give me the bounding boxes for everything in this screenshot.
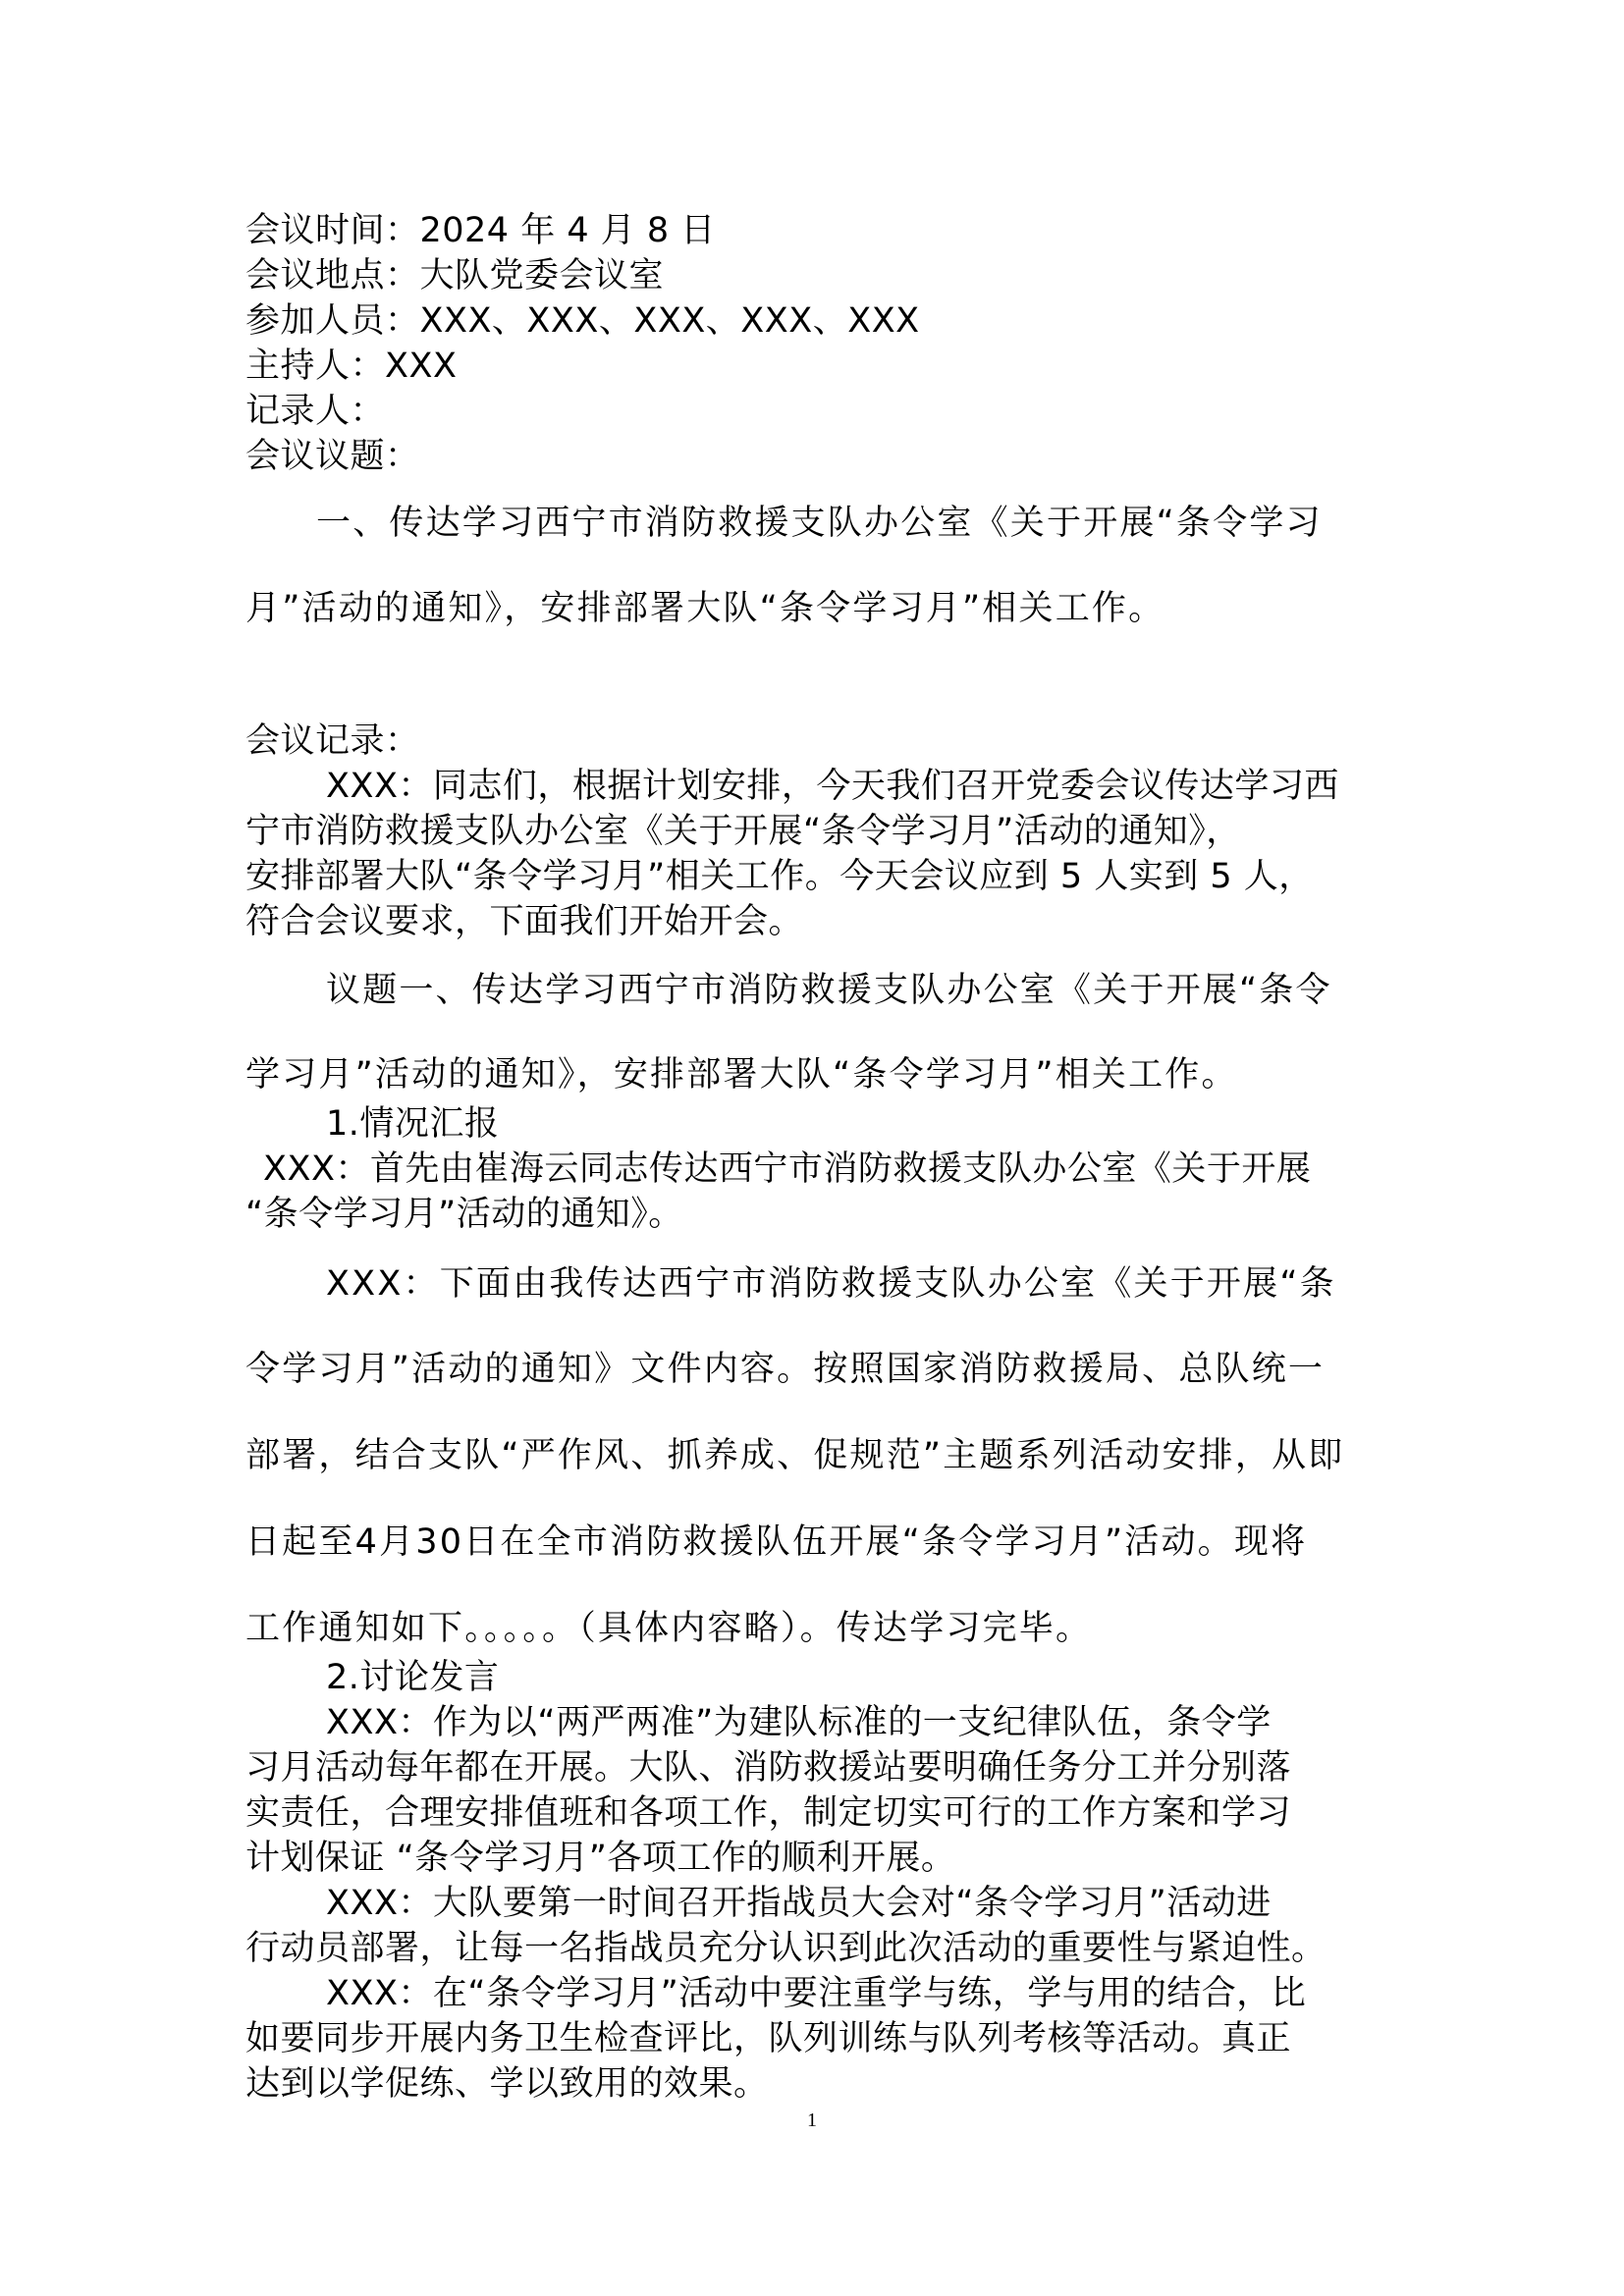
opening-remarks-line: 宁市消防救援支队办公室《关于开展“条令学习月”活动的通知》， [245, 812, 1241, 851]
discussion-line: 计划保证 “条令学习月”各项工作的顺利开展。 [245, 1839, 956, 1878]
discussion-line: 如要同步开展内务卫生检查评比，队列训练与队列考核等活动。真正 [245, 2019, 1292, 2058]
agenda-label: 会议议题： [245, 437, 420, 476]
discussion-line: XXX：在“条令学习月”活动中要注重学与练，学与用的结合，比 [326, 1974, 1307, 2013]
discussion-line: 达到以学促练、学以致用的效果。 [245, 2064, 769, 2104]
relay-line: 日起至4月30日在全市消防救援队伍开展“条令学习月”活动。现将 [245, 1522, 1308, 1562]
meeting-host: 主持人：XXX [245, 347, 458, 386]
topic-one-line: 议题一、传达学习西宁市消防救援支队办公室《关于开展“条令 [326, 971, 1332, 1010]
report-line: “条令学习月”活动的通知》。 [245, 1195, 683, 1234]
relay-line: 部署，结合支队“严作风、抓养成、促规范”主题系列活动安排，从即 [245, 1436, 1345, 1475]
opening-remarks-line: XXX：同志们，根据计划安排，今天我们召开党委会议传达学习西 [326, 767, 1339, 806]
meeting-attendees: 参加人员：XXX、XXX、XXX、XXX、XXX [245, 301, 920, 341]
section-title-report: 1.情况汇报 [326, 1104, 500, 1144]
agenda-item-line: 一、传达学习西宁市消防救援支队办公室《关于开展“条令学习 [316, 504, 1323, 543]
meeting-location: 会议地点：大队党委会议室 [245, 256, 665, 295]
relay-line: 工作通知如下。。。。。（具体内容略）。传达学习完毕。 [245, 1609, 1093, 1648]
discussion-line: XXX：作为以“两严两准”为建队标准的一支纪律队伍，条令学 [326, 1703, 1272, 1742]
discussion-line: XXX：大队要第一时间召开指战员大会对“条令学习月”活动进 [326, 1884, 1272, 1923]
page-number: 1 [807, 2109, 817, 2131]
agenda-item-line: 月”活动的通知》，安排部署大队“条令学习月”相关工作。 [245, 589, 1165, 628]
relay-line: 令学习月”活动的通知》文件内容。按照国家消防救援局、总队统一 [245, 1350, 1326, 1389]
discussion-line: 实责任，合理安排值班和各项工作，制定切实可行的工作方案和学习 [245, 1793, 1292, 1833]
report-line: XXX：首先由崔海云同志传达西宁市消防救援支队办公室《关于开展 [263, 1149, 1312, 1189]
discussion-line: 习月活动每年都在开展。大队、消防救援站要明确任务分工并分别落 [245, 1748, 1292, 1788]
topic-one-line: 学习月”活动的通知》，安排部署大队“条令学习月”相关工作。 [245, 1055, 1238, 1095]
section-title-discussion: 2.讨论发言 [326, 1658, 500, 1697]
meeting-time: 会议时间：2024 年 4 月 8 日 [245, 211, 716, 250]
opening-remarks-line: 安排部署大队“条令学习月”相关工作。今天会议应到 5 人实到 5 人， [245, 857, 1314, 896]
opening-remarks-line: 符合会议要求，下面我们开始开会。 [245, 902, 804, 941]
discussion-line: 行动员部署，让每一名指战员充分认识到此次活动的重要性与紧迫性。 [245, 1929, 1326, 1968]
meeting-recorder: 记录人： [245, 392, 386, 431]
record-label: 会议记录： [245, 721, 420, 761]
relay-line: XXX：下面由我传达西宁市消防救援支队办公室《关于开展“条 [326, 1264, 1336, 1304]
